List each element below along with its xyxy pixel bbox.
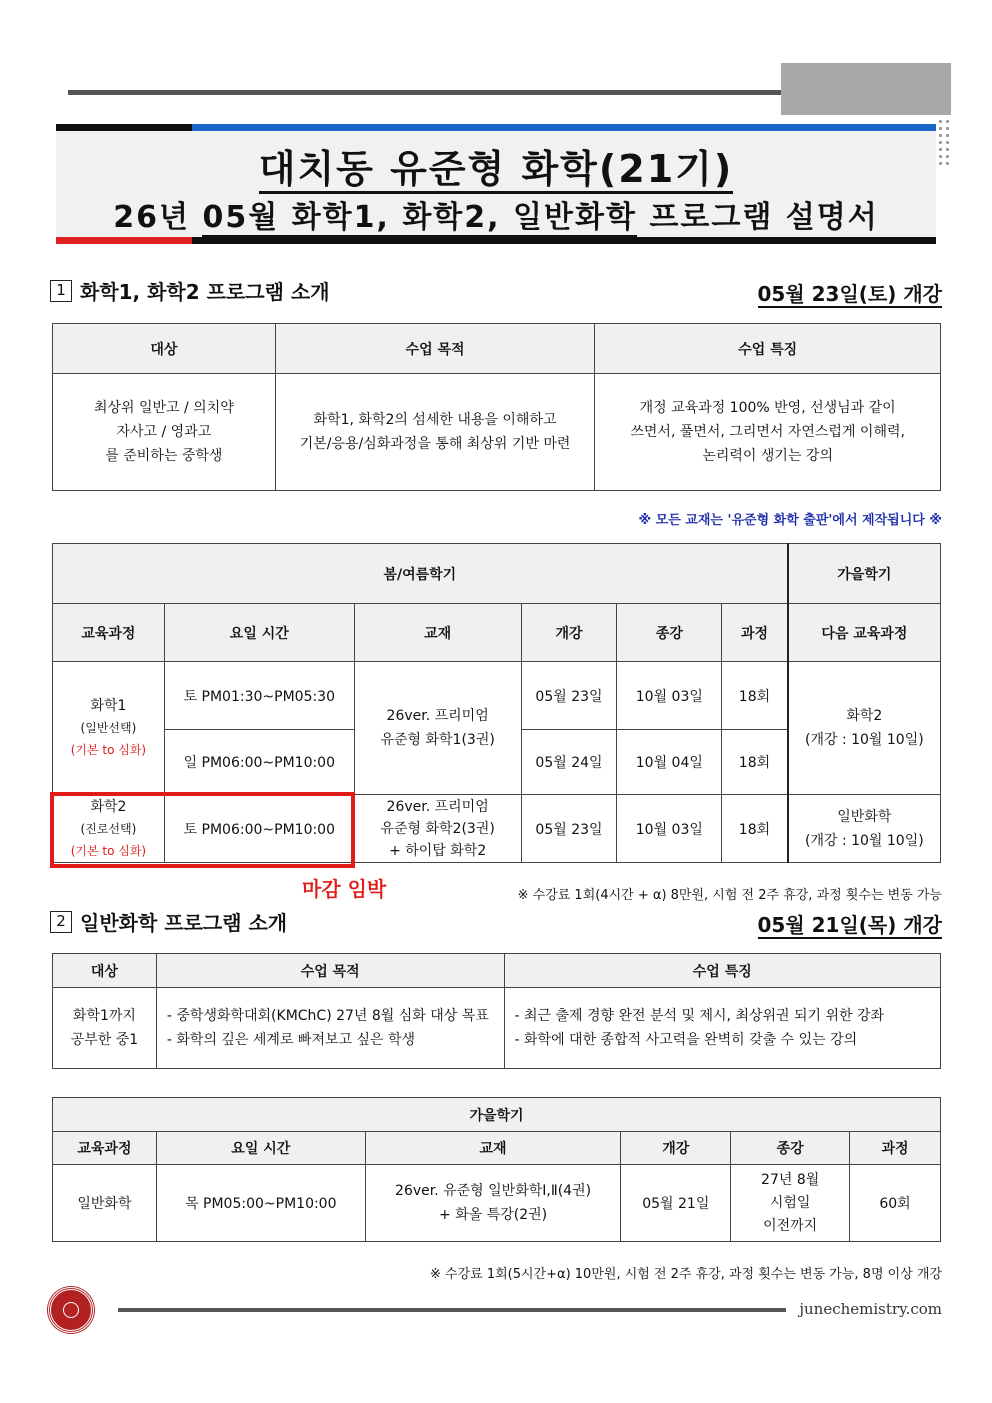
chem2-course-cell: 화학2 (진로선택) (기본 to 심화) xyxy=(53,795,165,863)
page-subtitle: 26년 05월 화학1, 화학2, 일반화학 프로그램 설명서 xyxy=(56,192,936,236)
gen-target-cell: 화학1까지 공부한 중1 xyxy=(53,988,157,1069)
section1-open-date: 05월 23일(토) 개강 xyxy=(757,282,942,306)
section1-fee-note: ※ 수강료 1회(4시간 + α) 8만원, 시험 전 2주 휴강, 과정 횟수는 변동 가능 xyxy=(517,888,942,903)
purpose-cell: 화학1, 화학2의 섬세한 내용을 이해하고 기본/응용/심화과정을 통해 최상위 기반 마련 xyxy=(275,374,595,491)
footer-divider xyxy=(118,1308,786,1312)
feature-cell: 개정 교육과정 100% 반영, 선생님과 같이 쓰면서, 풀면서, 그리면서 자연스럽게 이해력, 논리력이 생기는 강의 xyxy=(595,374,941,491)
title-banner xyxy=(56,124,936,244)
section2-schedule-table: 가을학기 교육과정 요일 시간 교재 개강 종강 과정 일반화학 목 PM05:00~PM10:00 26ver. 유준형 일반화학Ⅰ,Ⅱ(4권) + 화올 특강(2권) 05월 21일 27년 8월 시험일 이전까지 60회 xyxy=(52,1097,941,1242)
section1-intro-table: 대상 수업 목적 수업 특징 최상위 일반고 / 의치약 자사고 / 영과고 를 준비하는 중학생 화학1, 화학2의 섬세한 내용을 이해하고 기본/응용/심화과정을 통해 최상위 기반 마련 개정 교육과정 100% 반영, 선생님과 같이 쓰면서, 풀면서, 그리면서 자연스럽게 이해력, 논리력이 생기는 강의 xyxy=(52,323,941,491)
gen-feature-cell: - 최근 출제 경향 완전 분석 및 제시, 최상위권 되기 위한 강좌 - 화학에 대한 종합적 사고력을 완벽히 갖출 수 있는 강의 xyxy=(504,988,940,1069)
header-pattern xyxy=(781,63,951,115)
deadline-highlight-box xyxy=(50,792,355,868)
page-title: 대치동 유준형 화학(21기) xyxy=(56,138,936,193)
chem1-next-cell: 화학2 (개강 : 10월 10일) xyxy=(788,662,941,795)
gen-purpose-cell: - 중학생화학대회(KMChC) 27년 8월 심화 대상 목표 - 화학의 깊은 세계로 빠져보고 싶은 학생 xyxy=(156,988,504,1069)
top-divider xyxy=(68,90,784,95)
target-cell: 최상위 일반고 / 의치약 자사고 / 영과고 를 준비하는 중학생 xyxy=(53,374,276,491)
chem2-book-cell: 26ver. 프리미엄 유준형 화학2(3권) + 하이탑 화학2 xyxy=(354,795,521,863)
section1-schedule-table: 봄/여름학기 가을학기 교육과정 요일 시간 교재 개강 종강 과정 다음 교육과정 화학1 (일반선택) (기본 to 심화) 토 PM01:30~PM05:30 26ver. 프리미엄 유준형 화학1(3권) 05월 23일 10월 03일 18회 화학2 (개강 : 10월 10일) 일 PM06:00~PM10:00 05월 24일 10월 04일 18회 화학2 (진로선택) (기본 to 심화) 토 PM06:00~PM10:00 26ver. 프리미엄 유준형 화학2(3권) + 하이탑 화학2 05월 23일 10월 03일 18회 일반화학 (개강 : 10월 10일) xyxy=(52,543,941,863)
chem1-course-cell: 화학1 (일반선택) (기본 to 심화) xyxy=(53,662,165,795)
gen-book-cell: 26ver. 유준형 일반화학Ⅰ,Ⅱ(4권) + 화올 특강(2권) xyxy=(365,1165,621,1242)
section2-intro-table: 대상 수업 목적 수업 특징 화학1까지 공부한 중1 - 중학생화학대회(KMChC) 27년 8월 심화 대상 목표 - 화학의 깊은 세계로 빠져보고 싶은 학생 - 최근 출제 경향 완전 분석 및 제시, 최상위권 되기 위한 강좌 - 화학에 대한 종합적 사고력을 완벽히 갖출 수 있는 강의 xyxy=(52,953,941,1069)
section2-open-date: 05월 21일(목) 개강 xyxy=(757,913,942,937)
section2-heading: 2 일반화학 프로그램 소개 xyxy=(50,907,287,936)
dot-pattern xyxy=(937,118,951,166)
textbook-note: ※ 모든 교재는 '유준형 화학 출판'에서 제작됩니다 ※ xyxy=(638,513,942,528)
deadline-label: 마감 임박 xyxy=(302,877,387,901)
june-chemistry-seal-icon xyxy=(48,1287,94,1333)
chem2-next-cell: 일반화학 (개강 : 10월 10일) xyxy=(788,795,941,863)
chem1-book-cell: 26ver. 프리미엄 유준형 화학1(3권) xyxy=(354,662,521,795)
section2-fee-note: ※ 수강료 1회(5시간+α) 10만원, 시험 전 2주 휴강, 과정 횟수는 변동 가능, 8명 이상 개강 xyxy=(430,1267,942,1282)
section1-heading: 1 화학1, 화학2 프로그램 소개 xyxy=(50,276,330,305)
footer-url[interactable]: junechemistry.com xyxy=(799,1300,942,1318)
gen-end-cell: 27년 8월 시험일 이전까지 xyxy=(731,1165,850,1242)
